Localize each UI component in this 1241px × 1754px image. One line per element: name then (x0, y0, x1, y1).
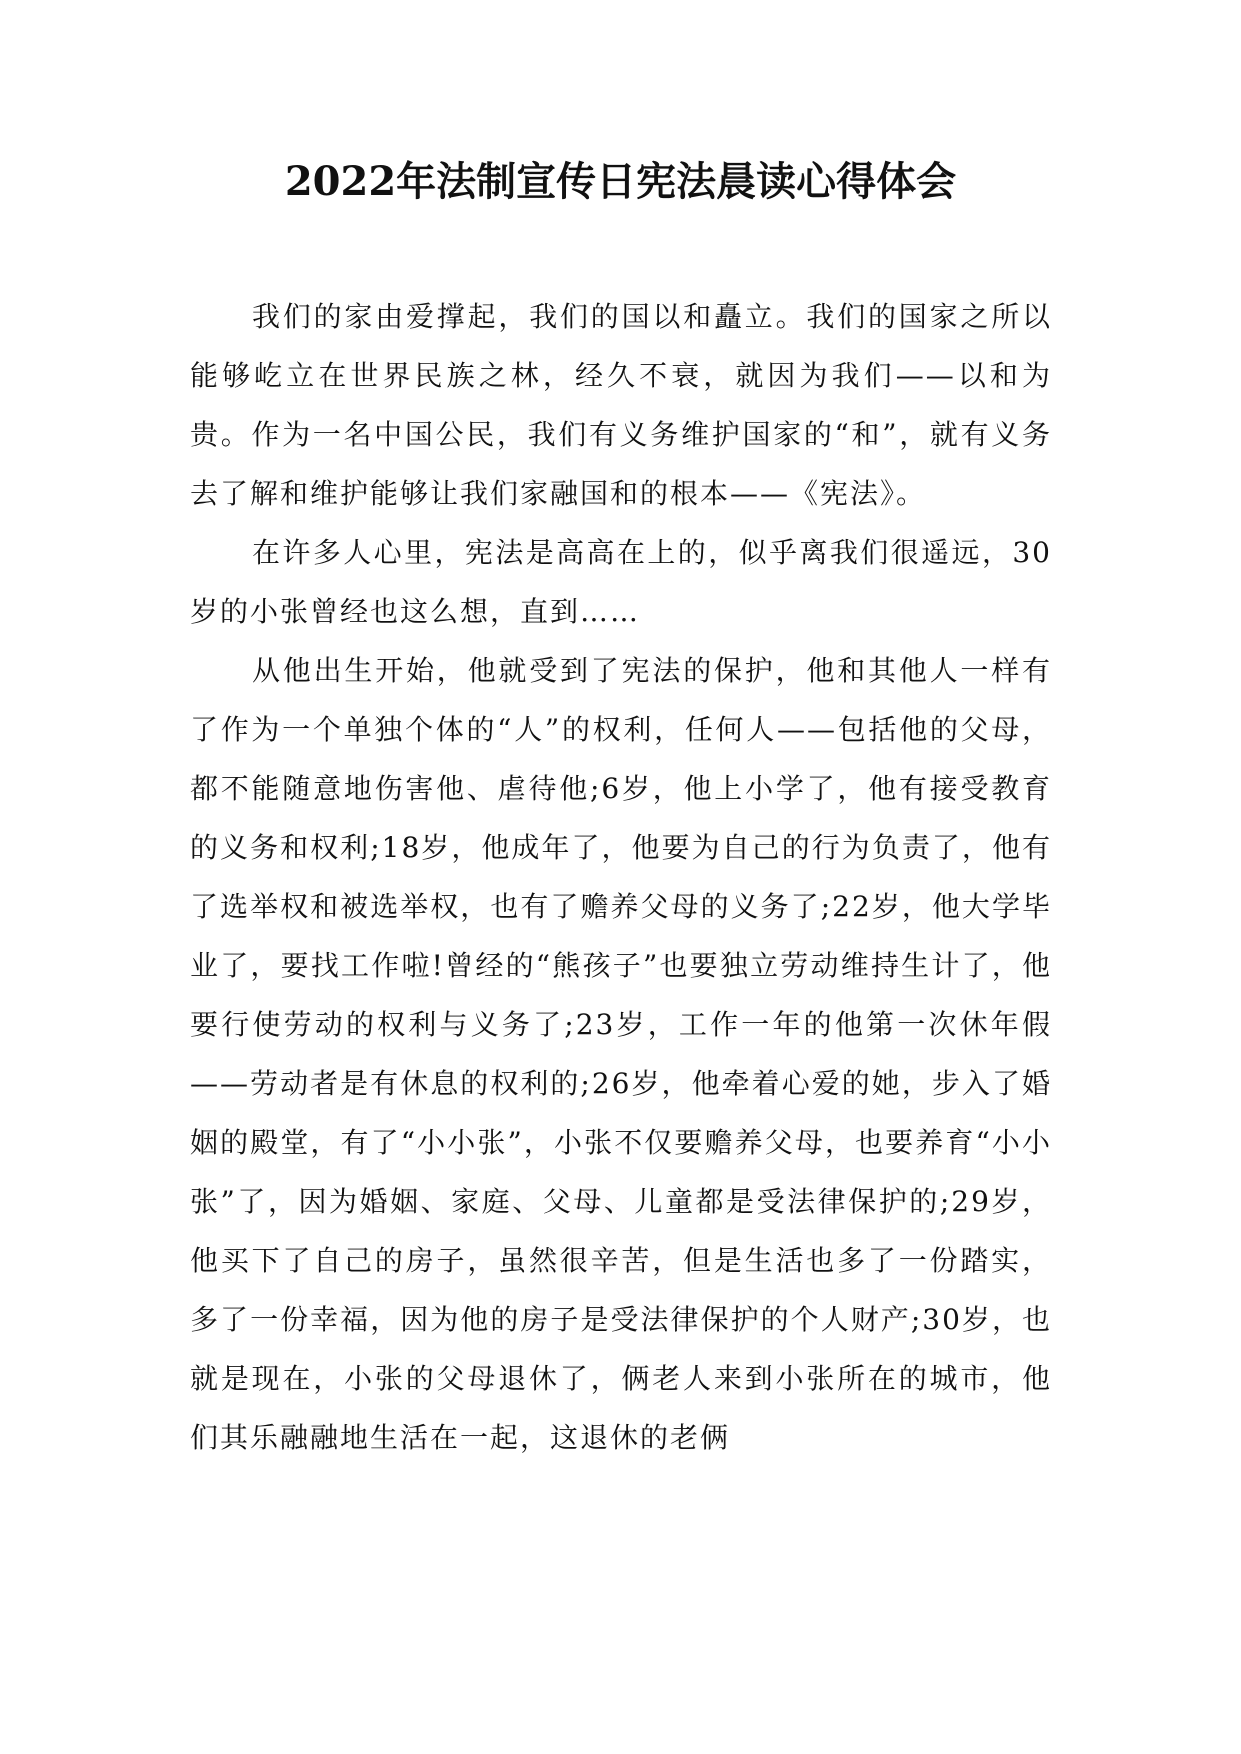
document-title: 2022年法制宣传日宪法晨读心得体会 (284, 158, 957, 205)
paragraph-3: 从他出生开始，他就受到了宪法的保护，他和其他人一样有了作为一个单独个体的“人”的权利，任何人——包括他的父母，都不能随意地伤害他、虐待他;6岁，他上小学了，他有接受教育的义务和权利;18岁，他成年了，他要为自己的行为负责了，他有了选举权和被选举权，也有了赡养父母的义务了;22岁，他大学毕业了，要找工作啦!曾经的“熊孩子”也要独立劳动维持生计了，他要行使劳动的权利与义务了;23岁，工作一年的他第一次休年假——劳动者是有休息的权利的;26岁，他牵着心爱的她，步入了婚姻的殿堂，有了“小小张”，小张不仅要赡养父母，也要养育“小小张”了，因为婚姻、家庭、父母、儿童都是受法律保护的;29岁，他买下了自己的房子，虽然很辛苦，但是生活也多了一份踏实，多了一份幸福，因为他的房子是受法律保护的个人财产;30岁，也就是现在，小张的父母退休了，俩老人来到小张所在的城市，他们其乐融融地生活在一起，这退休的老俩 (190, 654, 1052, 1454)
paragraph-2: 在许多人心里，宪法是高高在上的，似乎离我们很遥远，30岁的小张曾经也这么想，直到…… (190, 536, 1052, 628)
document-body (190, 287, 1052, 1467)
paragraph-1: 我们的家由爱撑起，我们的国以和矗立。我们的国家之所以能够屹立在世界民族之林，经久不衰，就因为我们——以和为贵。作为一名中国公民，我们有义务维护国家的“和”，就有义务去了解和维护能够让我们家融国和的根本——《宪法》。 (190, 300, 1052, 510)
